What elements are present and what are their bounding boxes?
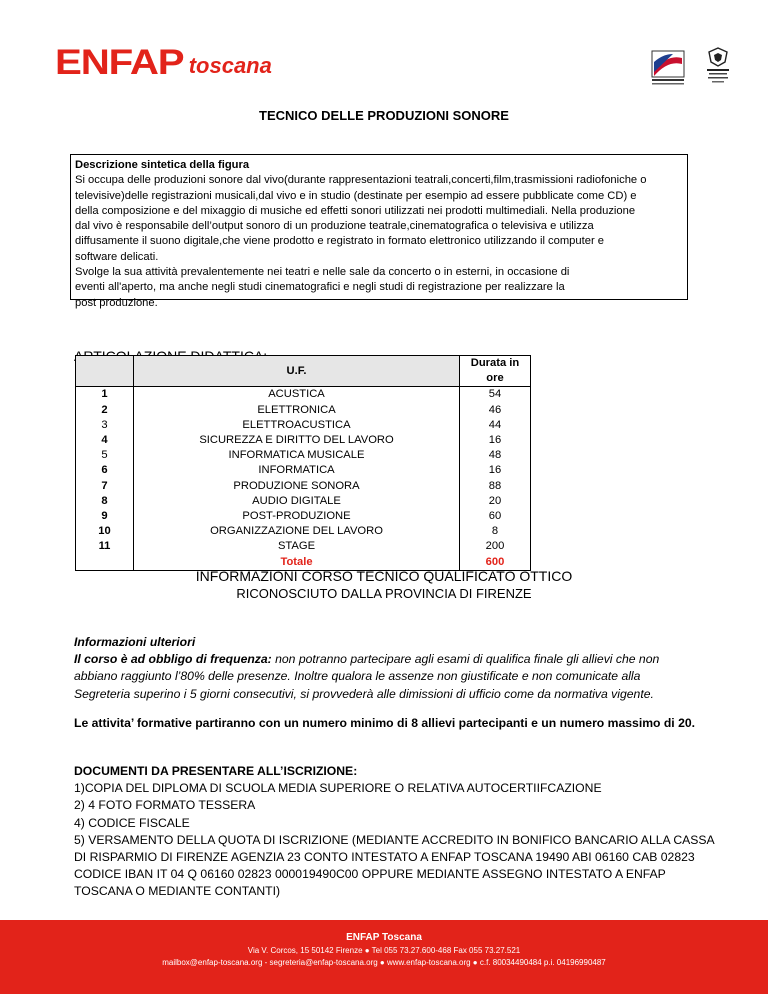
header-duration-line1: Durata in <box>470 357 520 369</box>
table-row <box>76 509 531 524</box>
document-item: 5) VERSAMENTO DELLA QUOTA DI ISCRIZIONE (MEDIANTE ACCREDITO IN BONIFICO BANCARIO ALLA CASSA DI RISPARMIO DI FIRENZE AGENZIA 23 CONTO INTESTATO A ENFAP TOSCANA 19490 ABI 06160 CAB 02823 CODICE IBAN IT 04 Q 06160 02823 000019490C00 OPPURE MEDIANTE ASSEGNO INTESTATO A ENFAP TOSCANA O MEDIANTE CONTANTI) <box>74 832 714 899</box>
enfap-logo <box>55 44 272 80</box>
document-item: 2) 4 FOTO FORMATO TESSERA <box>74 798 256 813</box>
page-footer <box>0 920 768 994</box>
table-row <box>76 403 531 418</box>
total-label: Totale <box>134 555 460 571</box>
unit-number: 6 <box>76 463 134 478</box>
table-row <box>76 387 531 403</box>
description-line: dal vivo è responsabile dell’output sonoro di un produzione teatrale,cinematografica o televisiva e utilizza <box>75 220 594 233</box>
description-line: software delicati. <box>75 250 159 263</box>
header-duration-cell <box>460 356 531 387</box>
unit-name: ELETTRONICA <box>134 403 460 418</box>
table-row <box>76 494 531 509</box>
description-heading: Descrizione sintetica della figura <box>75 159 250 171</box>
footer-contacts: mailbox@enfap-toscana.org - segreteria@enfap-toscana.org ● www.enfap-toscana.org ● c.f. 80034490484 p.i. 04196990487 <box>162 958 606 967</box>
unit-number: 9 <box>76 509 134 524</box>
table-row <box>76 463 531 478</box>
header-num-cell <box>76 356 134 387</box>
document-item: 1)COPIA DEL DIPLOMA DI SCUOLA MEDIA SUPERIORE O RELATIVA AUTOCERTIIFCAZIONE <box>74 781 602 796</box>
course-info-line1: INFORMAZIONI CORSO TECNICO QUALIFICATO OTTICO <box>195 568 573 584</box>
header-duration-line2: ore <box>486 372 504 385</box>
unit-number: 11 <box>76 539 134 554</box>
logo-main-text: ENFAP <box>55 43 184 82</box>
total-value: 600 <box>460 555 531 571</box>
unit-number: 7 <box>76 479 134 494</box>
document-item: 4) CODICE FISCALE <box>74 815 190 830</box>
unit-number: 5 <box>76 448 134 463</box>
further-info-heading: Informazioni ulteriori <box>74 635 196 649</box>
unit-name: INFORMATICA MUSICALE <box>134 448 460 463</box>
table-row <box>76 524 531 539</box>
unit-hours: 54 <box>460 387 531 403</box>
unit-name: PRODUZIONE SONORA <box>134 479 460 494</box>
unit-name: POST-PRODUZIONE <box>134 509 460 524</box>
description-box <box>70 154 688 309</box>
unit-name: AUDIO DIGITALE <box>134 494 460 509</box>
unit-name: SICUREZZA E DIRITTO DEL LAVORO <box>134 433 460 448</box>
ukas-certification-icon <box>703 46 733 88</box>
logo-sub-text: toscana <box>188 53 272 78</box>
unit-hours: 60 <box>460 509 531 524</box>
unit-hours: 44 <box>460 418 531 433</box>
table-row <box>76 539 531 554</box>
unit-hours: 8 <box>460 524 531 539</box>
description-line: post produzione. <box>75 296 158 309</box>
unit-hours: 16 <box>460 433 531 448</box>
unit-hours: 88 <box>460 479 531 494</box>
description-line: eventi all'aperto, ma anche negli studi cinematografici e negli studi di registrazione per realizzare la <box>75 281 565 294</box>
page-title: TECNICO DELLE PRODUZIONI SONORE <box>259 108 509 123</box>
description-line: televisive)delle registrazioni musicali,dal vivo e in studio (destinate per esempio ad essere pubblicate come CD) e <box>75 189 637 202</box>
unit-number: 8 <box>76 494 134 509</box>
unit-number: 2 <box>76 403 134 418</box>
unit-number: 4 <box>76 433 134 448</box>
table-row <box>76 479 531 494</box>
unit-name: ORGANIZZAZIONE DEL LAVORO <box>134 524 460 539</box>
description-line: della composizione e del mixaggio di musiche ed effetti sonori utilizzati nei prodotti multimediali. Nella produzione <box>75 204 636 217</box>
attendance-text: non potranno partecipare agli esami di qualifica finale gli allievi che non abbiano raggiunto l’80% delle presenze. Inoltre qualora le assenze non giustificate e non comunicate alla Segreteria superino i 5 giorni consecutivi, si provvederà alle dimissioni di ufficio come da normativa vigente. <box>74 652 660 701</box>
course-units-table <box>75 355 531 571</box>
attendance-lead: Il corso è ad obbligo di frequenza: <box>74 652 272 667</box>
unit-hours: 20 <box>460 494 531 509</box>
unit-number: 3 <box>76 418 134 433</box>
description-line: diffusamente il suono digitale,che viene prodotto e registrato in formato elettronico utilizzando il computer e <box>75 235 605 248</box>
table-row <box>76 418 531 433</box>
unit-hours: 200 <box>460 539 531 554</box>
documents-heading: DOCUMENTI DA PRESENTARE ALL’ISCRIZIONE: <box>74 764 358 778</box>
unit-name: ELETTROACUSTICA <box>134 418 460 433</box>
unit-name: INFORMATICA <box>134 463 460 478</box>
table-row <box>76 433 531 448</box>
unit-hours: 16 <box>460 463 531 478</box>
footer-org-name: ENFAP Toscana <box>346 932 422 943</box>
participants-note: Le attivita’ formative partiranno con un numero minimo di 8 allievi partecipanti e un numero massimo di 20. <box>74 716 696 730</box>
header-uf-cell: U.F. <box>134 356 460 387</box>
unit-hours: 46 <box>460 403 531 418</box>
table-row <box>76 448 531 463</box>
unit-hours: 48 <box>460 448 531 463</box>
documents-section <box>74 763 714 901</box>
footer-address: Via V. Corcos, 15 50142 Firenze ● Tel 055 73.27.600-468 Fax 055 73.27.521 <box>247 946 521 955</box>
unit-name: ACUSTICA <box>134 387 460 403</box>
unit-number: 10 <box>76 524 134 539</box>
unit-number: 1 <box>76 387 134 403</box>
course-info-line2: RICONOSCIUTO DALLA PROVINCIA DI FIRENZE <box>236 586 532 601</box>
description-line: Svolge la sua attività prevalentemente nei teatri e nelle sale da concerto o in esterni, in occasione di <box>75 266 570 279</box>
further-info-section <box>74 634 699 703</box>
description-line: Si occupa delle produzioni sonore dal vivo(durante rappresentazioni teatrali,concerti,film,trasmissioni radiofoniche o <box>75 174 647 187</box>
unit-name: STAGE <box>134 539 460 554</box>
table-header-row <box>76 356 531 387</box>
certification-flag-icon <box>651 50 685 86</box>
